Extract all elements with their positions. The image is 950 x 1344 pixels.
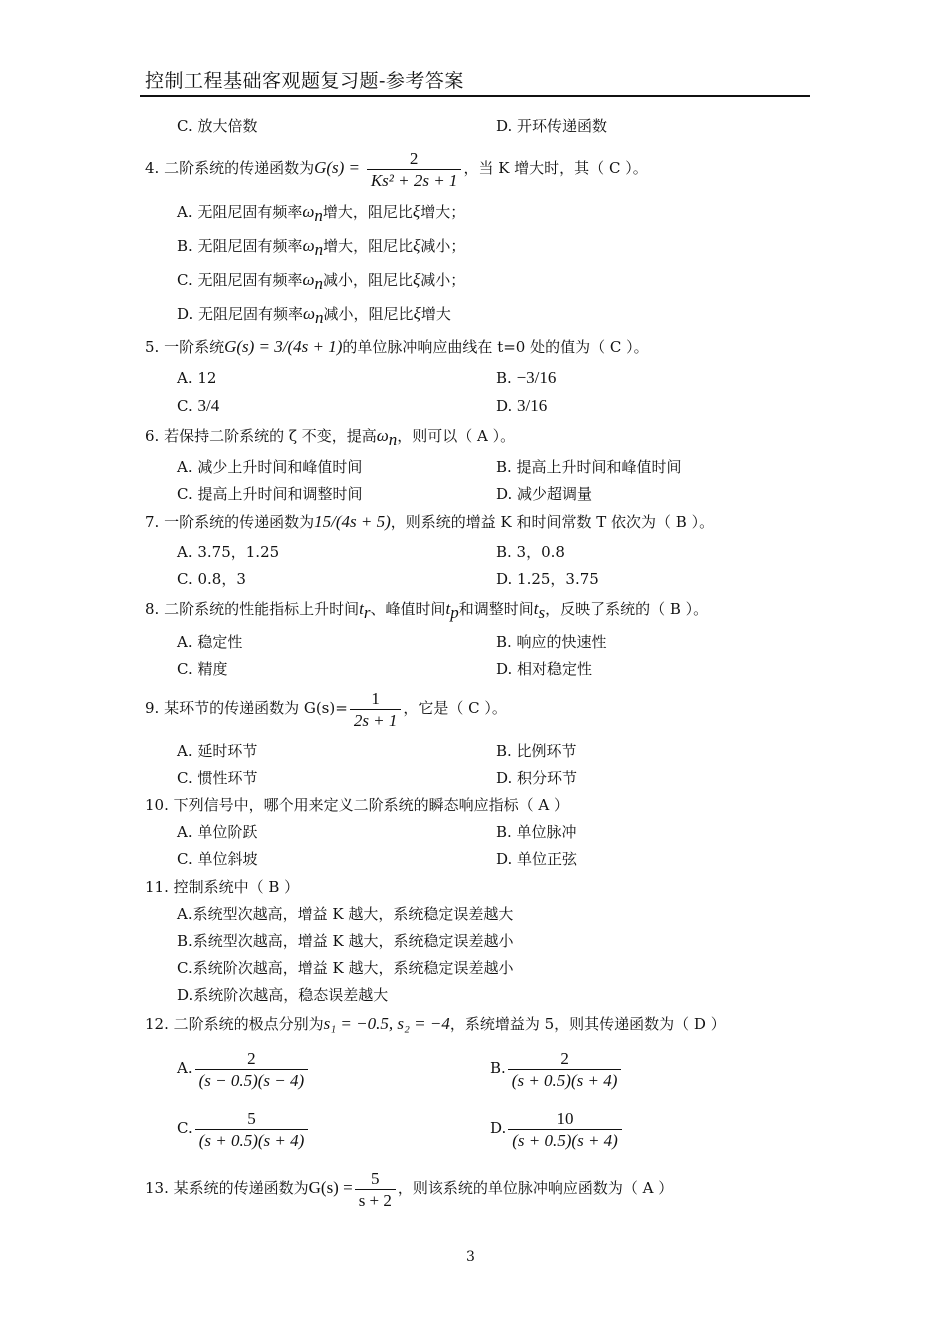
q12-option-b-label: B. [490, 1059, 506, 1077]
q9-option-d: D. 积分环节 [496, 769, 578, 787]
q12-option-d-numerator: 10 [556, 1108, 574, 1128]
header-divider [140, 95, 810, 97]
q6-option-c: C. 提高上升时间和调整时间 [177, 485, 363, 503]
q7-option-d: D. 1.25，3.75 [496, 570, 599, 588]
q13-denominator: s + 2 [355, 1189, 396, 1210]
q12-option-c [177, 1106, 310, 1150]
q5-option-b [496, 368, 556, 388]
q8-part-1: 8. 二阶系统的性能指标上升时间 [145, 600, 360, 618]
q13-lhs: G(s) = [308, 1178, 353, 1197]
q6-prefix: 6. 若保持二阶系统的 ζ 不变，提高 [145, 427, 377, 445]
q12-option-d [490, 1106, 624, 1150]
q9-option-c: C. 惯性环节 [177, 769, 258, 787]
q6-option-d: D. 减少超调量 [496, 485, 593, 503]
q4-option-d-post: 增大 [420, 305, 451, 323]
q5-option-d-label: D. [496, 397, 513, 415]
q5-suffix: 的单位脉冲响应曲线在 t=0 处的值为（ C ）。 [342, 338, 649, 356]
omega-subscript: n [314, 240, 324, 259]
omega-symbol: ω [302, 270, 315, 289]
q10-option-a: A. 单位阶跃 [177, 823, 258, 841]
q10-question: 10. 下列信号中，哪个用来定义二阶系统的瞬态响应指标（ A ） [145, 796, 569, 814]
q4-option-c [177, 270, 465, 294]
q5-option-b-label: B. [496, 369, 512, 387]
q8-option-a: A. 稳定性 [177, 633, 243, 651]
q12-poles: s₁ = −0.5, s₂ = −4 [323, 1014, 450, 1033]
q12-option-d-fraction [508, 1109, 622, 1150]
q7-expression: 15/(4s + 5) [314, 512, 391, 531]
page-number: 3 [466, 1249, 475, 1265]
q4-option-c-mid: 减小，阻尼比 [323, 271, 414, 289]
q6-option-b: B. 提高上升时间和峰值时间 [496, 458, 682, 476]
q12-option-a-label: A. [177, 1059, 193, 1077]
q4-option-b [177, 236, 465, 260]
q4-option-a [177, 202, 465, 226]
t-symbol: t [445, 599, 451, 618]
q4-option-a-pre: A. 无阻尼固有频率 [177, 203, 303, 221]
q12-option-b [490, 1046, 623, 1090]
q11-option-b: B.系统型次越高，增益 K 越大，系统稳定误差越小 [177, 932, 514, 950]
q12-suffix: ，系统增益为 5，则其传递函数为（ D ） [449, 1015, 726, 1033]
q5-option-a: A. 12 [177, 369, 217, 387]
q4-option-a-post: 增大； [420, 203, 466, 221]
q13-question [145, 1166, 673, 1210]
omega-subscript: n [314, 274, 323, 293]
q7-option-b: B. 3，0.8 [496, 543, 565, 561]
q5-question [145, 337, 649, 357]
q12-question [145, 1014, 726, 1034]
xi-symbol: ξ [413, 270, 421, 289]
q11-option-a: A.系统型次越高，增益 K 越大，系统稳定误差越大 [177, 905, 514, 923]
omega-symbol: ω [302, 236, 315, 255]
omega-subscript: n [314, 206, 323, 225]
q5-option-c [177, 396, 219, 416]
q6-option-a: A. 减少上升时间和峰值时间 [177, 458, 363, 476]
q12-option-b-denominator: (s + 0.5)(s + 4) [508, 1069, 622, 1090]
page-header-title: 控制工程基础客观题复习题-参考答案 [145, 70, 464, 92]
q4-option-d-mid: 减小，阻尼比 [323, 305, 414, 323]
q13-prefix: 13. 某系统的传递函数为 [145, 1179, 309, 1197]
q9-question [145, 686, 507, 730]
omega-symbol: ω [303, 304, 316, 323]
q12-option-d-label: D. [490, 1119, 507, 1137]
q10-option-d: D. 单位正弦 [496, 850, 578, 868]
omega-symbol: ω [376, 426, 389, 445]
q4-fraction [367, 149, 462, 190]
q12-option-c-label: C. [177, 1119, 193, 1137]
q10-option-c: C. 单位斜坡 [177, 850, 258, 868]
xi-symbol: ξ [412, 202, 421, 221]
q4-suffix: ，当 K 增大时，其（ C ）。 [463, 159, 648, 177]
t-symbol: t [359, 599, 364, 618]
q12-option-b-numerator: 2 [560, 1048, 569, 1068]
q4-option-b-pre: B. 无阻尼固有频率 [177, 237, 303, 255]
q9-option-a: A. 延时环节 [177, 742, 258, 760]
q12-option-a [177, 1046, 310, 1090]
q8-option-b: B. 响应的快速性 [496, 633, 607, 651]
q9-fraction [350, 689, 402, 730]
q10-option-b: B. 单位脉冲 [496, 823, 577, 841]
q9-numerator: 1 [371, 688, 380, 708]
q4-question [145, 146, 648, 190]
omega-symbol: ω [302, 202, 315, 221]
q4-option-c-pre: C. 无阻尼固有频率 [177, 271, 303, 289]
q5-expression: G(s) = 3/(4s + 1) [224, 337, 343, 356]
xi-symbol: ξ [413, 304, 421, 323]
q4-option-b-post: 减小； [420, 237, 466, 255]
q8-part-2: 、峰值时间 [370, 600, 446, 618]
q5-option-d-value: 3/16 [517, 396, 548, 415]
q12-option-a-fraction [195, 1049, 309, 1090]
q13-numerator: 5 [371, 1168, 380, 1188]
q4-option-b-mid: 增大，阻尼比 [323, 237, 414, 255]
q4-lhs: G(s) = [314, 158, 361, 177]
q11-option-c: C.系统阶次越高，增益 K 越大，系统稳定误差越小 [177, 959, 514, 977]
q12-option-b-fraction [508, 1049, 622, 1090]
q3-option-c: C. 放大倍数 [177, 117, 258, 135]
q3-option-d: D. 开环传递函数 [496, 117, 608, 135]
q12-option-a-denominator: (s − 0.5)(s − 4) [195, 1069, 309, 1090]
q7-option-a: A. 3.75，1.25 [177, 543, 280, 561]
q6-question [145, 426, 515, 450]
q12-option-a-numerator: 2 [247, 1048, 256, 1068]
q4-option-c-post: 减小； [420, 271, 466, 289]
q12-prefix: 12. 二阶系统的极点分别为 [145, 1015, 324, 1033]
q5-prefix: 5. 一阶系统 [145, 338, 225, 356]
q4-denominator: Ks² + 2s + 1 [367, 169, 462, 190]
q7-suffix: ，则系统的增益 K 和时间常数 T 依次为（ B ）。 [390, 513, 715, 531]
q11-question: 11. 控制系统中（ B ） [145, 878, 300, 896]
xi-symbol: ξ [413, 236, 421, 255]
q8-part-4: ，反映了系统的（ B ）。 [545, 600, 709, 618]
q4-numerator: 2 [409, 148, 419, 168]
q4-option-d-pre: D. 无阻尼固有频率 [177, 305, 304, 323]
q8-option-d: D. 相对稳定性 [496, 660, 593, 678]
t-symbol: t [533, 599, 539, 618]
q7-prefix: 7. 一阶系统的传递函数为 [145, 513, 315, 531]
q13-fraction [355, 1169, 396, 1210]
q8-part-3: 和调整时间 [458, 600, 534, 618]
q11-option-d: D.系统阶次越高，稳态误差越大 [177, 986, 389, 1004]
q9-option-b: B. 比例环节 [496, 742, 577, 760]
omega-subscript: n [315, 308, 324, 327]
q5-option-c-label: C. [177, 397, 193, 415]
q9-prefix: 9. 某环节的传递函数为 G(s)= [145, 699, 348, 717]
q6-suffix: ，则可以（ A ）。 [397, 427, 516, 445]
q7-question [145, 512, 714, 532]
subscript-p: p [450, 603, 459, 622]
q12-option-c-fraction [195, 1109, 309, 1150]
q8-question [145, 599, 708, 623]
q12-option-d-denominator: (s + 0.5)(s + 4) [508, 1129, 622, 1150]
q12-option-c-denominator: (s + 0.5)(s + 4) [195, 1129, 309, 1150]
subscript-r: r [363, 603, 371, 622]
q5-option-d [496, 396, 547, 416]
q5-option-c-value: 3/4 [197, 396, 220, 415]
q5-option-b-value: −3/16 [516, 368, 557, 387]
q4-option-d [177, 304, 451, 328]
q9-suffix: ，它是（ C ）。 [403, 699, 507, 717]
q12-option-c-numerator: 5 [247, 1108, 256, 1128]
q4-option-a-mid: 增大，阻尼比 [322, 203, 413, 221]
q4-prefix: 4. 二阶系统的传递函数为 [145, 159, 315, 177]
q8-option-c: C. 精度 [177, 660, 228, 678]
omega-subscript: n [388, 430, 398, 449]
q13-suffix: ，则该系统的单位脉冲响应函数为（ A ） [397, 1179, 674, 1197]
subscript-s: s [538, 603, 546, 622]
q9-denominator: 2s + 1 [350, 709, 402, 730]
q7-option-c: C. 0.8，3 [177, 570, 246, 588]
